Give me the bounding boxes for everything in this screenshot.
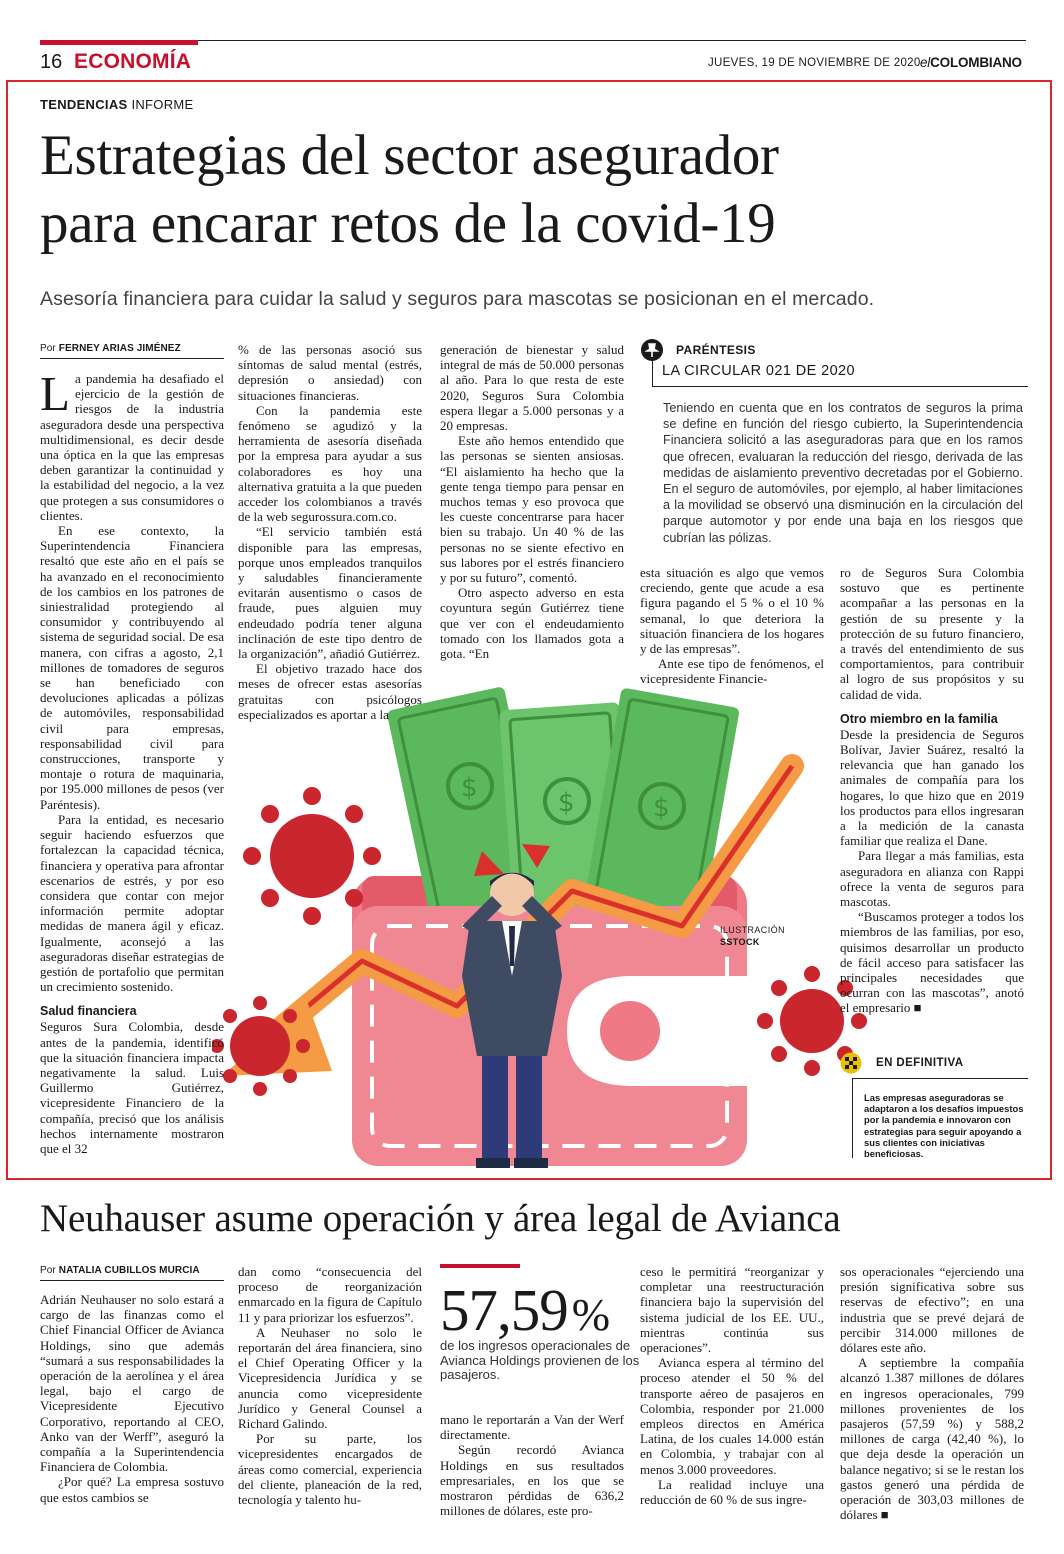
byline-rule [40,358,224,359]
paragraph: Seguros Sura Colombia, desde antes de la pandemia, identificó que la situación financiera impacta negativamente la salud. Luis Guillermo Gutiérrez, vicepresidente Financiero de la compañía, precisó que los análisis hechos internamente mostraron que el 32 [40,1019,224,1156]
dateline: JUEVES, 19 DE NOVIEMBRE DE 2020 [708,57,921,69]
headline-line-2: para encarar retos de la covid-19 [40,192,776,255]
big-stat [440,1276,609,1345]
newspaper-brand [920,55,1022,70]
virus-icon [243,787,381,925]
subhead-otro-miembro: Otro miembro en la familia [840,711,998,726]
article-byline [40,343,181,354]
paragraph: sos operacionales “ejerciendo una presión significativa sobre sus reservas de efectivo”; en una industria que se prevé dejará de percibir 314.000 millones de dólares este año. [840,1264,1024,1356]
article-column-5 [840,565,1024,1016]
paragraph: Según recordó Avianca Holdings en sus resultados empresariales, en los que se mostraron pérdidas de 636,2 millones de dólares, este pro- [440,1442,624,1519]
headline-line-1: Estrategias del sector asegurador [40,124,779,187]
article2-headline: Neuhauser asume operación y área legal de Avianca [40,1197,841,1240]
article-column-4 [640,565,824,687]
article-column-2 [238,342,422,722]
article-column-1 [40,366,224,1156]
parentesis-rule [652,386,1028,387]
parentesis-subtitle: LA CIRCULAR 021 DE 2020 [662,363,855,379]
paragraph: “Buscamos proteger a todos los miembros de las familias, por eso, quisimos desarrollar un producto de fácil acceso para satisfacer las principales necesidades que ocurran con las mascotas”, anotó el empresario ■ [840,909,1024,1016]
paragraph [40,366,224,523]
credit-label: ILUSTRACIÓN [720,925,785,935]
svg-text:$: $ [653,793,670,823]
parentesis-title: PARÉNTESIS [676,343,756,357]
paragraph: ¿Por qué? La empresa sostuvo que estos cambios se [40,1474,224,1505]
article2-byline [40,1265,200,1276]
paragraph: Avianca espera al término del proceso atender el 50 % del transporte aéreo de pasajeros en Colombia, responder por 21.000 empleos directos en América Latina, de los cuales 14.000 están en Colombia, y trabajar con al menos 3.000 proveedores. [640,1355,824,1477]
article-headline [40,122,1030,258]
paragraph: A Neuhaser no solo le reportarán del área financiera, sino el Chief Operating Officer y la Vicepresidencia Jurídica y se anuncia como vicepresidente Jurídico y General Counsel a Richard Galindo. [238,1324,422,1432]
brand-prefix: el [920,55,931,70]
en-definitiva-left-rule [852,1078,853,1158]
drop-cap: L [40,366,70,421]
article2-column-1 [40,1292,224,1505]
parentesis-left-rule [652,360,653,386]
paragraph: Adrián Neuhauser no solo estará a cargo de las finanzas como el Chief Financial Officer de Avianca Holdings, sino que además “sumará a sus responsabilidades la operación de la aerolínea y el área legal, bajo el cargo de Vicepresidente Ejecutivo Corporativo, reportando al CEO, Anko van der Werff”, aseguró la compañía a la Superintendencia Financiera de Colombia. [40,1292,224,1475]
paragraph: En ese contexto, la Superintendencia Financiera resaltó que este año en el país se ha avanzado en el reconocimiento de los cambios en los patrones de siniestralidad protegiendo al consumidor y contribuyendo al sistema de seguridad social. De esa manera, con cifras a agosto, 2,1 millones de tomadores de seguros se han beneficiado con devoluciones aplicadas a pólizas de automóviles, responsabilidad civil para empresas, responsabilidad civil para construcciones, transporte y montaje o rotura de maquinaria, por 195.000 millones de pesos (ver Paréntesis). [40,523,224,812]
paragraph: Desde la presidencia de Seguros Bolívar, Javier Suárez, resaltó la relevancia que han ganado los animales de compañía para los hogares, lo que hizo que en 2019 los productos para ellos ingresaran a la medición de la canasta familiar que realiza el Dane. [840,726,1024,849]
paragraph: Ante ese tipo de fenómenos, el vicepresidente Financie- [640,656,824,687]
paragraph: Este año hemos entendido que las personas se sienten ansiosas. “El aislamiento ha hecho que la gente tenga tiempo para pensar en muchos temas y eso provoca que les cueste concentrarse para hacer bien su trabajo. Un 40 % de las personas no se siente efectivo en sus labores por el estrés financiero y por su futuro”, comentó. [440,433,624,586]
byline-author: FERNEY ARIAS JIMÉNEZ [58,343,181,354]
byline-prefix: Por [40,1265,56,1276]
en-definitiva-title: EN DEFINITIVA [876,1057,964,1069]
credit-name: SSTOCK [720,937,760,947]
illustration-credit [720,924,785,948]
stat-accent-bar [440,1264,520,1268]
paragraph: dan como “consecuencia del proceso de reorganización enmarcado en la figura de Capítulo 11 y para priorizar los esfuerzos”. [238,1264,422,1325]
stat-unit: % [571,1289,610,1340]
paragraph: mano le reportarán a Van der Werf directamente. [440,1412,624,1443]
paragraph: esta situación es algo que vemos creciendo, gente que acude a esa figura pagando el 5 % o el 10 % semanal, lo que deteriora la situación financiera de los hogares y de las empresas”. [640,565,824,657]
kicker-label: TENDENCIAS [40,97,128,112]
paragraph: Por su parte, los vicepresidentes encargados de áreas como comercial, experiencia del cliente, planeación de la red, tecnología y talento hu- [238,1431,422,1508]
paragraph: “El servicio también está disponible para las empresas, porque unos empleados tranquilos y saludables financieramente evitarán ausentismo o casos de fraude, pues alguien muy endeudado podría tener alguna inclinación de este tipo dentro de la organización”, añadió Gutiérrez. [238,524,422,662]
covid-finance-illustration [212,676,892,1176]
article-column-3 [440,342,624,661]
stat-value: 57,59 [440,1277,568,1343]
paragraph: Otro aspecto adverso en esta coyuntura según Gutiérrez tiene que ver con el endeudamiento tomado con los llamados gota a gota. “En [440,585,624,662]
paragraph: % de las personas asoció sus síntomas de salud mental (estrés, depresión o ansiedad) con situaciones financieras. [238,342,422,403]
byline-rule [40,1280,224,1281]
en-definitiva-icon [840,1052,862,1074]
stat-caption: de los ingresos operacionales de Avianca Holdings provienen de los pasajeros. [440,1338,640,1382]
article2-column-2 [238,1264,422,1507]
paragraph: ceso le permitirá “reorganizar y completar una reestructuración financiera bajo la supervisión del sistema judicial de los EE. UU., mientras continúa sus operaciones”. [640,1264,824,1356]
paragraph-text: a pandemia ha desafiado el ejercicio de la gestión de riesgos de la industria aseguradora desde una perspectiva multidimensional, es decir desde una óptica en la que las empresas deben garantizar la continuidad y la estabilidad del negocio, a la vez que protegen a sus consumidores o clientes. [40,371,224,523]
article-deck: Asesoría financiera para cuidar la salud y seguros para mascotas se posicionan en el mercado. [40,288,875,310]
paragraph: La realidad incluye una reducción de 60 % de sus ingre- [640,1476,824,1508]
brand-name: COLOMBIANO [930,55,1022,70]
byline-author: NATALIA CUBILLOS MURCIA [58,1265,200,1276]
section-accent-bar [40,40,198,45]
pin-icon [640,338,664,362]
paragraph: Para la entidad, es necesario seguir haciendo esfuerzos que fortalezcan la capacidad técnica, financiera y operativa para afrontar escenarios de estrés, y por eso considera que contar con mejor información permite adoptar medidas de manera ágil y eficaz. Igualmente, aconsejó a las aseguradoras diseñar estrategias de gestión de portafolio que permitan un crecimiento sostenido. [40,811,224,995]
paragraph: Para llegar a más familias, esta aseguradora en alianza con Rappi ofrece la venta de seguros para mascotas. [840,848,1024,910]
byline-prefix: Por [40,343,56,354]
kicker-type: INFORME [131,97,194,112]
svg-text:$: $ [558,788,575,818]
subhead-salud-financiera: Salud financiera [40,1004,137,1019]
article2-column-4 [640,1264,824,1507]
article2-column-3 [440,1412,624,1518]
paragraph: generación de bienestar y salud integral de más de 50.000 personas al año. Para lo que resta de este 2020, Seguros Sura Colombia espera llegar a 5.000 personas y a 20 empresas. [440,342,624,434]
svg-text:$: $ [461,773,478,803]
page-number: 16 [40,51,63,73]
paragraph: A septiembre la compañía alcanzó 1.387 millones de dólares en ingresos operacionales, 799 millones provenientes de los pasajeros (57,59 %) y 588,2 millones de carga (42,40 %), lo que deja desde la operación un balance negativo; si se le restan los gastos generó una pérdida de operación de 303,03 millones de dólares ■ [840,1355,1024,1523]
en-definitiva-body: Las empresas aseguradoras se adaptaron a los desafíos impuestos por la pandemia e innovaron con estrategias para seguir apoyando a sus clientes con iniciativas beneficiosas. [864,1092,1024,1160]
parentesis-body: Teniendo en cuenta que en los contratos de seguros la prima se define en función del riesgo cubierto, la Superintendencia Financiera solicitó a las aseguradoras para que en los ramos que ofrecen, evaluaran la reducción del riesgo, derivada de las medidas de aislamiento preventivo decretadas por el Gobierno. En el seguro de automóviles, por ejemplo, al haber limitaciones a la movilidad se observó una disminución en la circulación del parque automotor y por ende una baja en los riesgos que cubrían las pólizas. [663,401,1023,545]
paragraph: Con la pandemia este fenómeno se agudizó y la herramienta de asesoría diseñada por la empresa para ayudar a sus colaboradores es hoy una alternativa gratuita a la que pueden acceder los colombianos a través de la web segurossura.com.co. [238,402,422,525]
paragraph: El objetivo trazado hace dos meses de ofrecer estas asesorías gratuitas con psicólogos especializados es aportar a la [238,661,422,722]
en-definitiva-rule [852,1078,1028,1079]
article2-column-5 [840,1264,1024,1522]
paragraph: ro de Seguros Sura Colombia sostuvo que es pertinente acompañar a las personas en la gestión de su presente y la protección de su futuro financiero, a través del entendimiento de sus comportamientos, para contribuir al logro de sus propósitos y su calidad de vida. [840,565,1024,702]
article-kicker [40,97,193,112]
section-name: ECONOMÍA [74,50,192,73]
